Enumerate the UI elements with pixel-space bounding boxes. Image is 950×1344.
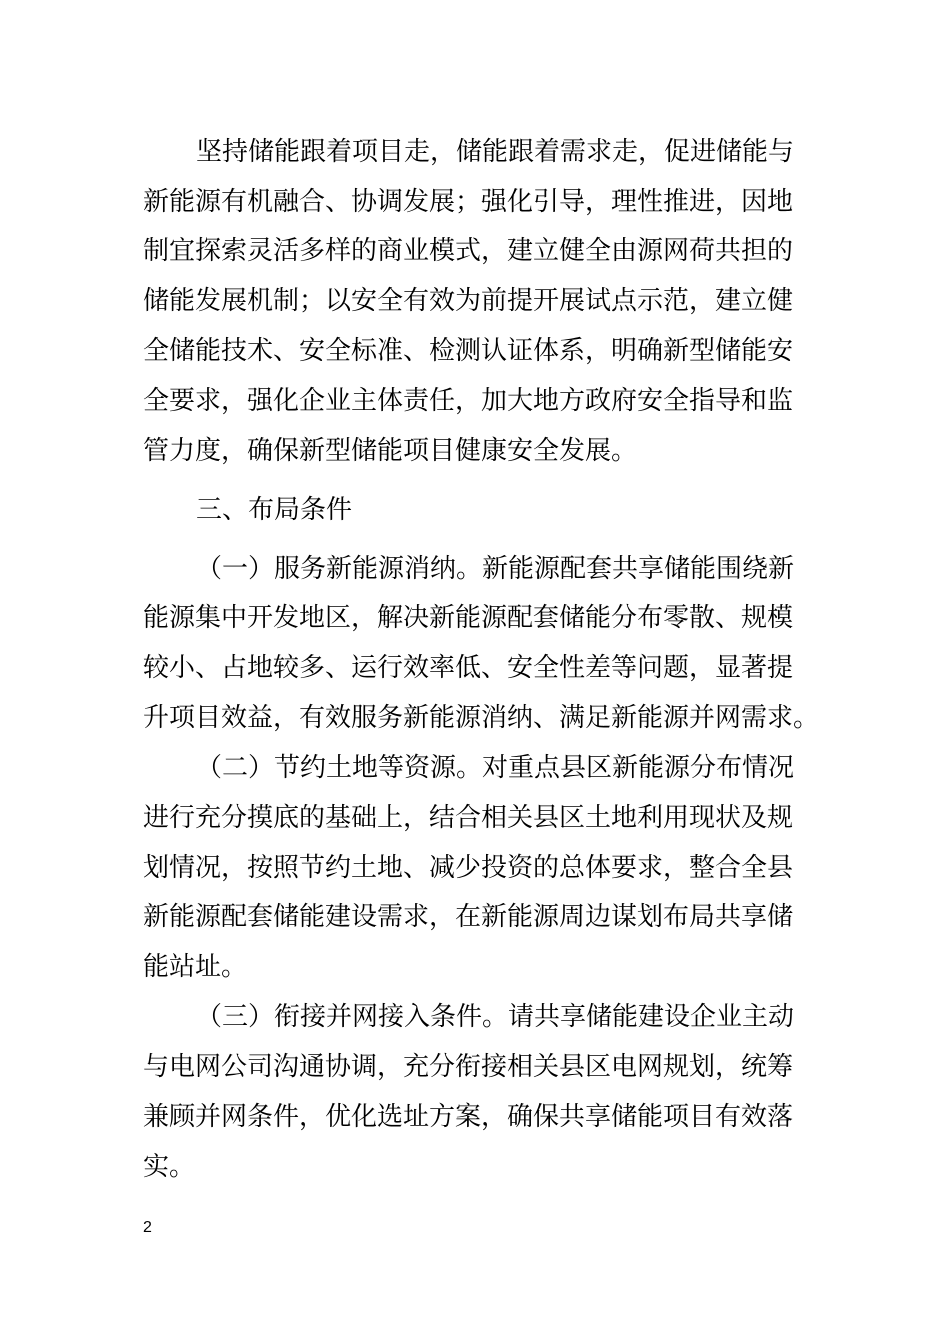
paragraph-line: 储能发展机制；以安全有效为前提开展试点示范，建立健 [143, 286, 794, 316]
paragraph-line: 实。 [143, 1152, 196, 1182]
paragraph-line: 全储能技术、安全标准、检测认证体系，明确新型储能安 [143, 336, 794, 366]
paragraph-line: 新能源配套储能建设需求，在新能源周边谋划布局共享储 [143, 902, 794, 932]
paragraph-line: 制宜探索灵活多样的商业模式，建立健全由源网荷共担的 [143, 236, 794, 266]
paragraph-line: 兼顾并网条件，优化选址方案，确保共享储能项目有效落 [143, 1102, 794, 1132]
paragraph-line: 进行充分摸底的基础上，结合相关县区土地利用现状及规 [143, 803, 794, 833]
paragraph-line: （二）节约土地等资源。对重点县区新能源分布情况 [196, 753, 795, 783]
paragraph-line: 划情况，按照节约土地、减少投资的总体要求，整合全县 [143, 853, 794, 883]
paragraph-line: 较小、占地较多、运行效率低、安全性差等问题，显著提 [143, 653, 794, 683]
paragraph-line: （一）服务新能源消纳。新能源配套共享储能围绕新 [196, 554, 795, 584]
paragraph-line: 新能源有机融合、协调发展；强化引导，理性推进，因地 [143, 187, 794, 217]
section-heading: 三、布局条件 [196, 495, 353, 525]
page-number: 2 [143, 1219, 152, 1236]
paragraph-line: 全要求，强化企业主体责任，加大地方政府安全指导和监 [143, 386, 794, 416]
paragraph-line: 能源集中开发地区，解决新能源配套储能分布零散、规模 [143, 603, 794, 633]
paragraph-line: 坚持储能跟着项目走，储能跟着需求走，促进储能与 [196, 137, 795, 167]
paragraph-line: 与电网公司沟通协调，充分衔接相关县区电网规划，统筹 [143, 1052, 794, 1082]
paragraph-line: （三）衔接并网接入条件。请共享储能建设企业主动 [196, 1002, 795, 1032]
paragraph-line: 升项目效益，有效服务新能源消纳、满足新能源并网需求。 [143, 703, 820, 733]
paragraph-line: 管力度，确保新型储能项目健康安全发展。 [143, 436, 638, 466]
paragraph-line: 能站址。 [143, 952, 248, 982]
